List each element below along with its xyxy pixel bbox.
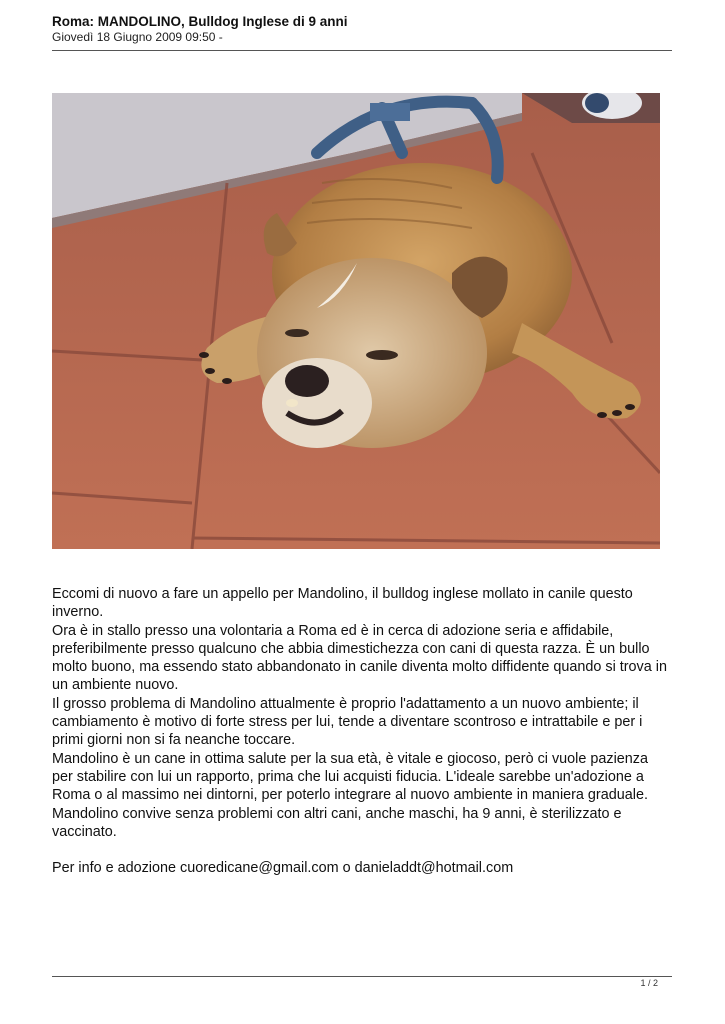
page-number: 1 / 2 [640,978,658,988]
paragraph-3: Il grosso problema di Mandolino attualmente è proprio l'adattamento a un nuovo ambiente; il cambiamento è motivo di forte stress per lui, tende a diventare scontroso e intrattabile e per i primi giorni non si fa neanche toccare. [52,695,643,749]
header-rule [52,50,672,51]
dog-photo [52,93,660,549]
paragraph-4: Mandolino è un cane in ottima salute per la sua età, è vitale e giocoso, però ci vuole pazienza per stabilire con lui un rapporto, prima che lui acquisti fiducia. L'ideale sarebbe un'adozione a Roma o al massimo nei dintorni, per poterlo integrare al nuovo ambiente in maniera graduale. Mandolino convive senza problemi con altri cani, anche maschi, ha 9 anni, è sterilizzato e vaccinato. [52,750,648,840]
bulldog-illustration [52,93,660,549]
paragraph-1: Eccomi di nuovo a fare un appello per Mandolino, il bulldog inglese mollato in canile questo inverno. [52,586,633,621]
paragraph-gap [52,841,672,859]
article-body [52,585,672,878]
contact-paragraph: Per info e adozione cuoredicane@gmail.com o danieladdt@hotmail.com [52,860,514,877]
paragraph-2: Ora è in stallo presso una volontaria a Roma ed è in cerca di adozione seria e affidabile, preferibilmente presso qualcuno che abbia dimestichezza con cani di questa razza. È un bullo molto buono, ma essendo stato abbandonato in canile diventa molto diffidente quando si trova in un ambiente nuovo. [52,622,667,694]
footer-rule [52,976,672,977]
document-header [52,14,672,45]
document-title: Roma: MANDOLINO, Bulldog Inglese di 9 anni [52,14,348,29]
document-date: Giovedì 18 Giugno 2009 09:50 - [52,30,223,44]
